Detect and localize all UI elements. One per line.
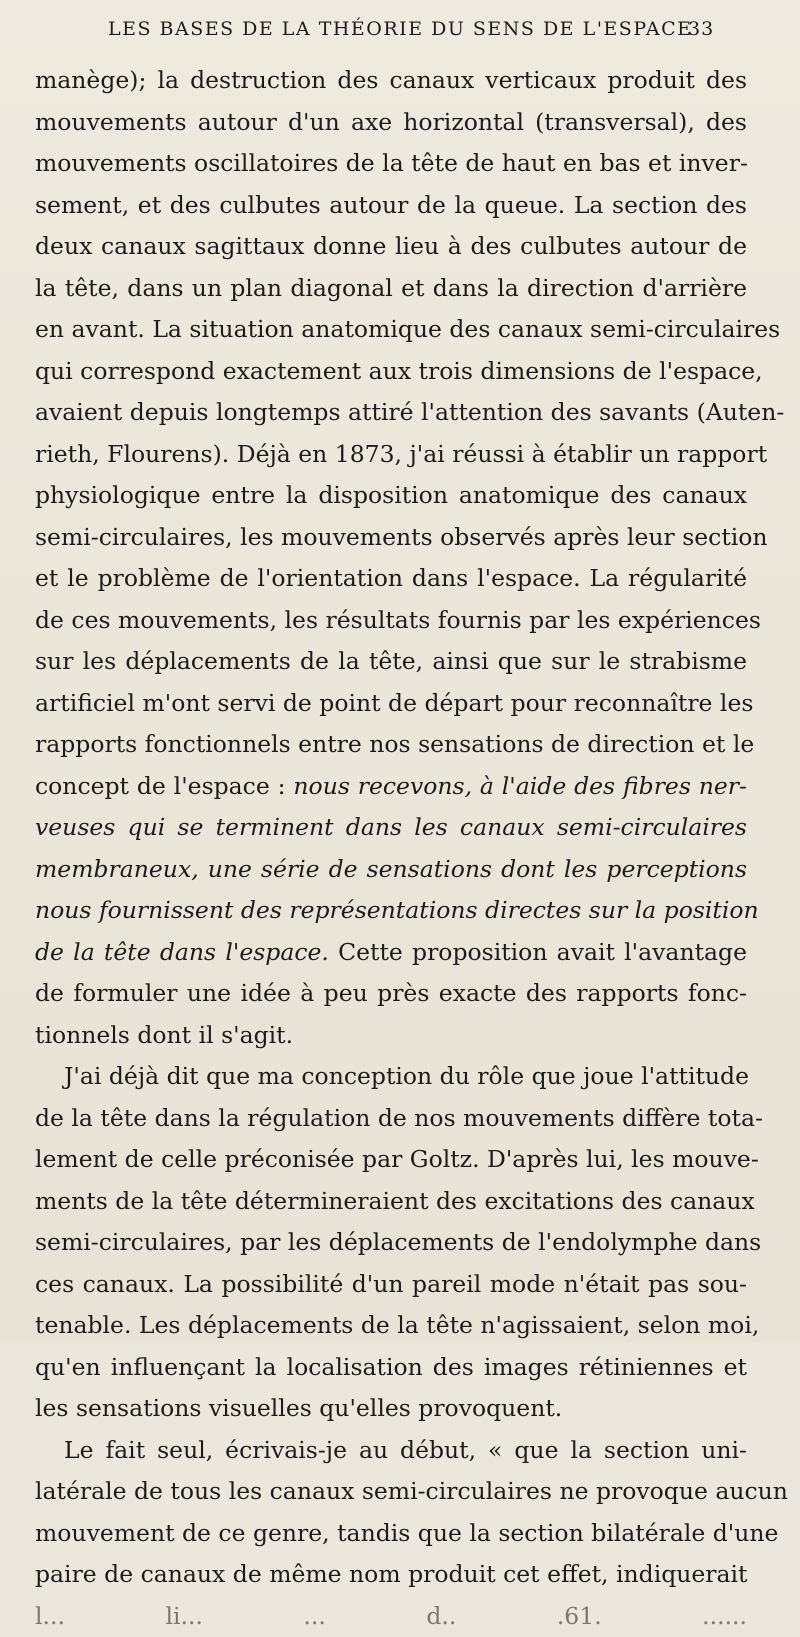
text-line: mouvement de ce genre, tandis que la section bilatérale d'une xyxy=(35,1518,779,1547)
text-line: tenable. Les déplacements de la tête n'agissaient, selon moi, xyxy=(35,1311,760,1339)
body-text xyxy=(35,60,788,1630)
text-line-mixed xyxy=(35,766,747,808)
text-line: semi-circulaires, les mouvements observés après leur section xyxy=(35,522,768,551)
roman-fragment: concept de l'espace : xyxy=(35,771,286,800)
italic-line: membraneux, une série de sensations dont les perceptions xyxy=(35,854,747,883)
text-line: paire de canaux de même nom produit cet effet, indiquerait xyxy=(35,1560,748,1588)
text-line: semi-circulaires, par les déplacements de l'endolymphe dans xyxy=(35,1228,762,1256)
text-line: qui correspond exactement aux trois dimensions de l'espace, xyxy=(35,356,763,385)
text-line: avaient depuis longtemps attiré l'attention des savants (Auten- xyxy=(35,398,785,426)
italic-line: nous fournissent des représentations directes sur la position xyxy=(35,896,759,924)
text-line: rieth, Flourens). Déjà en 1873, j'ai réussi à établir un rapport xyxy=(35,439,768,468)
italic-line: veuses qui se terminent dans les canaux semi-circulaires xyxy=(35,813,747,841)
italic-fragment: nous recevons, à l'aide des fibres ner- xyxy=(293,771,747,800)
text-line: de ces mouvements, les résultats fournis par les expériences xyxy=(35,605,761,634)
text-line: sement, et des culbutes autour de la queue. La section des xyxy=(35,190,747,219)
text-line: latérale de tous les canaux semi-circulaires ne provoque aucun xyxy=(35,1477,788,1505)
text-line: lement de celle préconisée par Goltz. D'après lui, les mouve- xyxy=(35,1145,759,1173)
page-number: 33 xyxy=(688,18,715,40)
text-line: artificiel m'ont servi de point de départ pour reconnaître les xyxy=(35,688,754,717)
text-line: de la tête dans la régulation de nos mouvements diffère tota- xyxy=(35,1103,763,1132)
text-line: et le problème de l'orientation dans l'espace. La régularité xyxy=(35,564,747,592)
text-line: qu'en influençant la localisation des images rétiniennes et xyxy=(35,1352,747,1381)
roman-fragment: Cette proposition avait l'avantage xyxy=(338,937,747,966)
paragraph-start-line: Le fait seul, écrivais-je au début, « que la section uni- xyxy=(64,1435,747,1464)
text-line: mouvements oscillatoires de la tête de haut en bas et inver- xyxy=(35,149,748,177)
text-line: deux canaux sagittaux donne lieu à des culbutes autour de xyxy=(35,232,747,260)
text-line: physiologique entre la disposition anatomique des canaux xyxy=(35,481,747,509)
paragraph-start-line: J'ai déjà dit que ma conception du rôle que joue l'attitude xyxy=(64,1062,749,1090)
text-line: ces canaux. La possibilité d'un pareil mode n'était pas sou- xyxy=(35,1269,747,1298)
italic-fragment: de la tête dans l'espace. xyxy=(35,937,329,966)
text-line: rapports fonctionnels entre nos sensations de direction et le xyxy=(35,730,755,758)
running-head: LES BASES DE LA THÉORIE DU SENS DE L'ESPACE xyxy=(108,18,693,40)
text-line: de formuler une idée à peu près exacte des rapports fonc- xyxy=(35,979,747,1007)
text-line: manège); la destruction des canaux verticaux produit des xyxy=(35,66,747,94)
text-line: ments de la tête détermineraient des excitations des canaux xyxy=(35,1186,755,1215)
text-line: sur les déplacements de la tête, ainsi que sur le strabisme xyxy=(35,647,747,675)
text-line-mixed xyxy=(35,932,747,974)
text-line: la tête, dans un plan diagonal et dans la direction d'arrière xyxy=(35,273,747,302)
text-line: tionnels dont il s'agit. xyxy=(35,1020,294,1049)
text-line: les sensations visuelles qu'elles provoquent. xyxy=(35,1394,563,1422)
text-line: en avant. La situation anatomique des canaux semi-circulaires xyxy=(35,315,781,343)
cut-off-line: l... li... ... d.. .61. ...... xyxy=(35,1601,747,1630)
text-line: mouvements autour d'un axe horizontal (transversal), des xyxy=(35,107,747,136)
